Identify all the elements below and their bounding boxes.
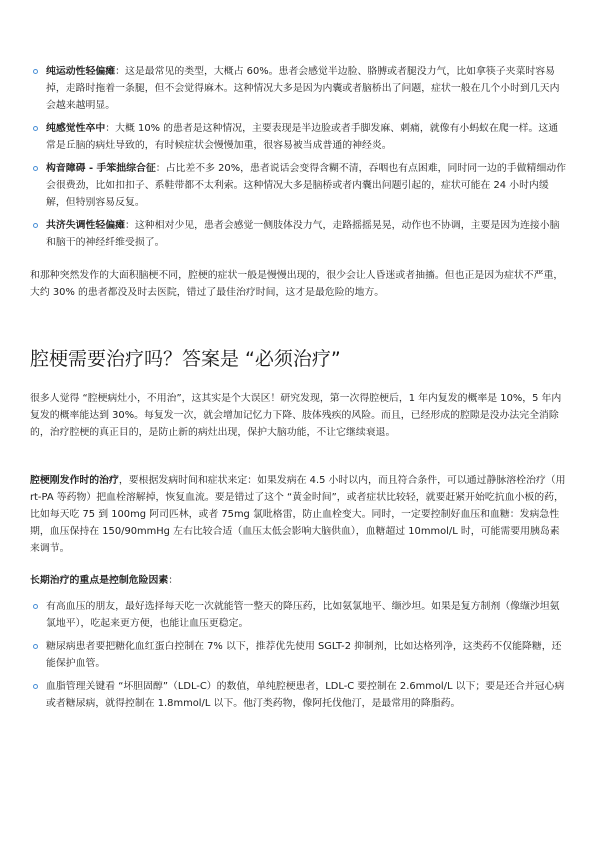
list-item-term: 共济失调性轻偏瘫 xyxy=(46,220,126,231)
list-item-text: 有高血压的朋友，最好选择每天吃一次就能管一整天的降压药，比如氨氯地平、缬沙坦。如果是复方制剂（像缬沙坦氨氯地平），吃起来更方便，也能让血压更稳定。 xyxy=(46,601,560,629)
list-item xyxy=(30,160,567,211)
risk-factor-list xyxy=(0,598,595,712)
list-item xyxy=(30,120,567,154)
list-item-text: 糖尿病患者要把糖化血红蛋白控制在 7% 以下，推荐优先使用 SGLT-2 抑制剂，比如达格列净，这类药不仅能降糖，还能保护血管。 xyxy=(46,641,562,669)
list-item-term: 纯感觉性卒中 xyxy=(46,123,106,134)
list-item-text: ：大概 10% 的患者是这种情况，主要表现是半边脸或者手脚发麻、刺痛，就像有小蚂蚁在爬一样。这通常是丘脑的病灶导致的，有时候症状会慢慢加重，很容易被当成普通的神经炎。 xyxy=(46,123,559,151)
bullet-icon xyxy=(33,604,38,609)
bullet-icon xyxy=(33,223,38,228)
acute-treatment-term: 腔梗刚发作时的治疗 xyxy=(30,475,119,486)
list-item xyxy=(30,217,567,251)
subtype-list xyxy=(0,63,595,251)
list-item-text: ：这种相对少见，患者会感觉一侧肢体没力气，走路摇摇晃晃，动作也不协调，主要是因为连接小脑和脑干的神经纤维受损了。 xyxy=(46,220,560,248)
bullet-icon xyxy=(33,684,38,689)
section2-intro: 很多人觉得 “腔梗病灶小，不用治”，这其实是个大误区！研究发现，第一次得腔梗后，1 年内复发的概率是 10%，5 年内复发的概率能达到 30%。每复发一次，就会增加记忆力下降、肢体残疾的风险。而且，已经形成的腔隙是没办法完全消除的，治疗腔梗的真正目的，是防止新的病灶出现，保护大脑功能，不让它继续衰退。 xyxy=(30,393,562,438)
section-heading: 腔梗需要治疗吗？答案是 “必须治疗” xyxy=(30,348,341,370)
list-item xyxy=(30,678,567,712)
list-item-text: ：这是最常见的类型，大概占 60%。患者会感觉半边脸、胳膊或者腿没力气，比如拿筷子夹菜时容易掉，走路时拖着一条腿，但不会觉得麻木。这种情况大多是因为内囊或者脑桥出了问题，症状一般在几个小时到几天内会越来越明显。 xyxy=(46,66,560,111)
list-item-text: 血脂管理关键看 “坏胆固醇”（LDL-C）的数值，单纯腔梗患者，LDL-C 要控制在 2.6mmol/L 以下；要是还合并冠心病或者糖尿病，就得控制在 1.8mmol/L 以下。他汀类药物，像阿托伐他汀，是最常用的降脂药。 xyxy=(46,681,565,709)
list-item-text: ：占比差不多 20%，患者说话会变得含糊不清，吞咽也有点困难，同时同一边的手做精细动作会很费劲，比如扣扣子、系鞋带都不太利索。这种情况大多是脑桥或者内囊出问题引起的，症状可能在 24 小时内缓解，但特别容易反复。 xyxy=(46,163,566,208)
long-term-heading: 长期治疗的重点是控制危险因素： xyxy=(30,575,179,586)
section1-closing: 和那种突然发作的大面积脑梗不同，腔梗的症状一般是慢慢出现的，很少会让人昏迷或者抽搐。但也正是因为症状不严重，大约 30% 的患者都没及时去医院，错过了最佳治疗时间，这才是最危险的地方。 xyxy=(30,270,564,298)
bullet-icon xyxy=(33,69,38,74)
acute-treatment-text: ，要根据发病时间和症状来定：如果发病在 4.5 小时以内，而且符合条件，可以通过静脉溶栓治疗（用 rt-PA 等药物）把血栓溶解掉，恢复血流。要是错过了这个 “黄金时间”，或者症状比较轻，就要赶紧开始吃抗血小板的药，比如每天吃 75 到 100mg 阿司匹林，或者 75mg 氯吡格雷，防止血栓变大。同时，一定要控制好血压和血糖：发病急性期，血压保持在 150/90mmHg 左右比较合适（血压太低会影响大脑供血），血糖超过 10mmol/L 时，可能需要用胰岛素来调节。 xyxy=(30,475,566,554)
list-item xyxy=(30,63,567,114)
bullet-icon xyxy=(33,166,38,171)
list-item xyxy=(30,598,567,632)
list-item-term: 构音障碍 - 手笨拙综合征 xyxy=(46,163,156,174)
list-item-term: 纯运动性轻偏瘫 xyxy=(46,66,116,77)
bullet-icon xyxy=(33,126,38,131)
acute-treatment-paragraph xyxy=(30,472,567,557)
bullet-icon xyxy=(33,644,38,649)
list-item xyxy=(30,638,567,672)
